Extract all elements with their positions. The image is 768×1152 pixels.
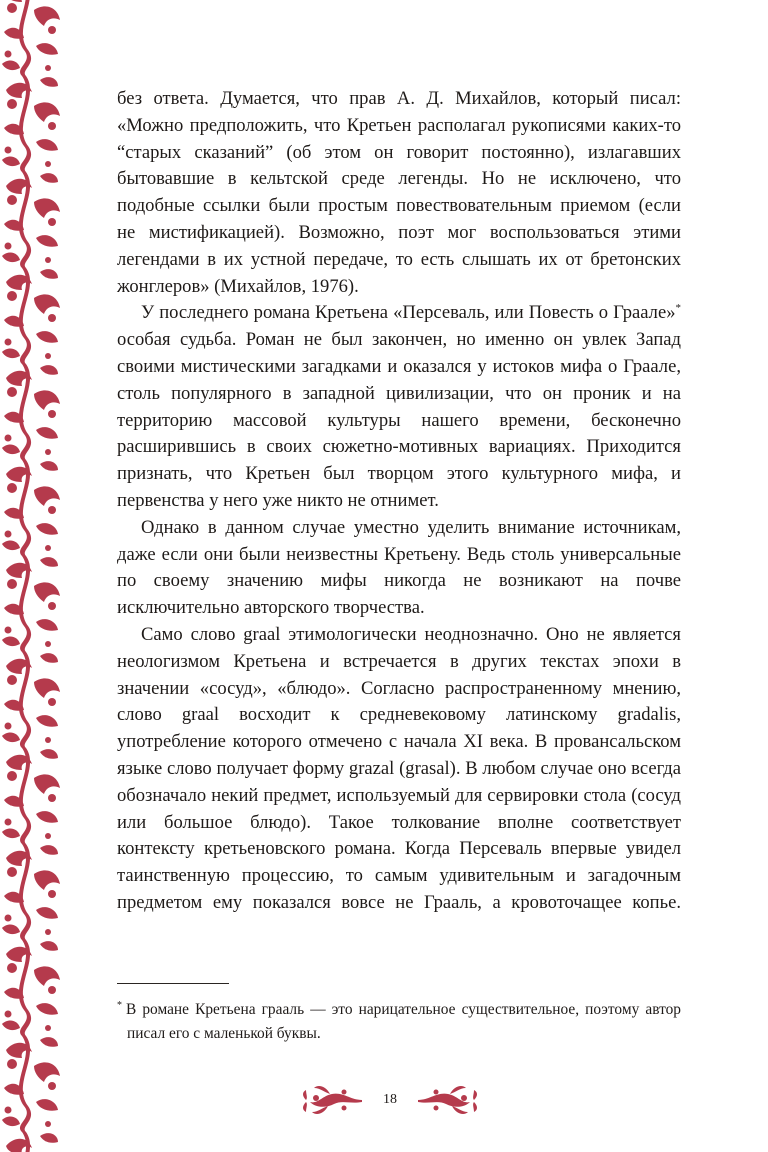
footnote: [117, 994, 681, 1045]
paragraph-3: Однако в данном случае уместно уделить внимание источникам, даже если они были неизвестны Кретьену. Ведь столь универсальные по своему значению мифы никогда не возникают на почве исключительно авторского творчества.: [117, 516, 681, 619]
border-motif: [40, 749, 58, 759]
paragraph-2: [117, 300, 681, 514]
border-motif: [36, 715, 58, 727]
border-motif: [40, 269, 58, 279]
border-motif: [2, 637, 20, 647]
border-motif: [5, 627, 12, 634]
border-motif: [36, 523, 58, 535]
border-motif: [45, 737, 51, 743]
border-motif: [48, 26, 56, 34]
border-motif: [2, 541, 20, 551]
border-motif: [34, 966, 60, 986]
border-motif: [36, 331, 58, 343]
border-motif: [7, 579, 17, 589]
border-motif: [2, 1117, 20, 1127]
border-motif: [7, 1059, 17, 1069]
border-motif: [48, 506, 56, 514]
paragraph-4: Само слово graal этимологически неоднозначно. Оно не является неологизмом Кретьена и встречается в других текстах эпохи в значении «сосуд», «блюдо». Согласно распространенному мнению, слово graal восходит к средневековому латинскому gradalis, употребление которого отмечено с начала XI века. В провансальском языке слово получает форму grazal (grasal). В любом случае оно всегда обозначало некий предмет, используемый для сервировки стола (сосуд или большое блюдо). Такое толкование вполне соответствует контексту кретьеновского романа. Когда Персеваль впервые увидел таинственную процессию, то самым удивительным и загадочным предметом ему показался вовсе не Грааль, а кровоточащее копье.: [117, 623, 681, 913]
footnote-divider: [117, 983, 229, 984]
border-motif: [5, 819, 12, 826]
border-motif: [45, 929, 51, 935]
border-motif: [2, 829, 20, 839]
border-motif: [45, 353, 51, 359]
border-motif: [48, 122, 56, 130]
border-motif: [40, 461, 58, 471]
floral-flourish-left-icon: [303, 1086, 362, 1114]
border-motif: [34, 486, 60, 506]
floral-flourish-right-icon: [418, 1086, 477, 1114]
border-motif: [45, 1121, 51, 1127]
border-motif: [48, 1082, 56, 1090]
border-motif: [36, 1099, 58, 1111]
border-motif: [7, 195, 17, 205]
border-motif: [7, 483, 17, 493]
border-motif: [7, 771, 17, 781]
border-motif: [5, 339, 12, 346]
border-motif: [7, 387, 17, 397]
border-motif: [36, 139, 58, 151]
border-motif: [5, 243, 12, 250]
border-motif: [45, 1025, 51, 1031]
border-motif: [40, 1037, 58, 1047]
border-motif: [36, 235, 58, 247]
border-motif: [40, 173, 58, 183]
border-motif: [45, 449, 51, 455]
border-motif: [5, 51, 12, 58]
floral-border-icon: [0, 0, 62, 1152]
border-motif: [45, 65, 51, 71]
border-motif: [34, 390, 60, 410]
footnote-reference-mark[interactable]: *: [675, 302, 681, 315]
body-text: [117, 86, 681, 917]
border-motif: [36, 43, 58, 55]
border-motif: [40, 941, 58, 951]
border-motif: [34, 870, 60, 890]
border-motif: [34, 198, 60, 218]
border-motif: [34, 294, 60, 314]
border-motif: [5, 147, 12, 154]
border-motif: [36, 907, 58, 919]
border-motif: [7, 867, 17, 877]
border-motif: [48, 314, 56, 322]
floral-border-ornament: [0, 0, 62, 1152]
border-motif: [7, 3, 17, 13]
paragraph-2-start: У последнего романа Кретьена «Персеваль, или Повесть о Граале»: [141, 302, 676, 324]
border-motif: [48, 698, 56, 706]
border-motif: [5, 723, 12, 730]
page-number: 18: [383, 1092, 397, 1107]
border-motif: [36, 811, 58, 823]
page-footer: [300, 1078, 480, 1122]
border-motif: [34, 6, 60, 26]
border-motif: [7, 99, 17, 109]
border-motif: [40, 77, 58, 87]
border-motif: [40, 557, 58, 567]
border-motif: [36, 619, 58, 631]
border-motif: [40, 365, 58, 375]
border-motif: [48, 410, 56, 418]
footnote-mark: *: [117, 1000, 122, 1011]
border-motif: [7, 675, 17, 685]
border-motif: [36, 427, 58, 439]
border-motif: [5, 915, 12, 922]
border-motif: [45, 545, 51, 551]
border-motif: [5, 435, 12, 442]
border-motif: [45, 833, 51, 839]
border-motif: [34, 102, 60, 122]
border-motif: [5, 1107, 12, 1114]
footnote-text: В романе Кретьена грааль — это нарицательное существительное, поэтому автор писал его с маленькой буквы.: [126, 1001, 681, 1042]
border-motif: [2, 253, 20, 263]
border-motif: [48, 986, 56, 994]
border-motif: [48, 602, 56, 610]
border-motif: [2, 157, 20, 167]
border-motif: [48, 794, 56, 802]
border-motif: [34, 774, 60, 794]
border-motif: [2, 733, 20, 743]
border-motif: [40, 845, 58, 855]
border-motif: [2, 349, 20, 359]
border-motif: [45, 257, 51, 263]
paragraph-1: без ответа. Думается, что прав А. Д. Михайлов, который писал: «Можно предположить, что Кретьен располагал рукописями каких-то “старых сказаний” (об этом он говорит постоянно), излагавших бытовавшие в кельтской среде легенды. Но не исключено, что подобные ссылки были простым повествовательным приемом (если не мистификацией). Возможно, поэт мог воспользоваться этими легендами в их устной передаче, то есть слышать их от бретонских жонглеров» (Михайлов, 1976).: [117, 88, 681, 297]
border-motif: [48, 218, 56, 226]
border-motif: [45, 641, 51, 647]
border-motif: [45, 161, 51, 167]
border-motif: [2, 445, 20, 455]
border-motif: [48, 890, 56, 898]
border-motif: [5, 531, 12, 538]
border-motif: [34, 678, 60, 698]
border-motif: [5, 1011, 12, 1018]
border-motif: [34, 1062, 60, 1082]
border-motif: [7, 963, 17, 973]
border-motif: [2, 61, 20, 71]
border-motif: [34, 582, 60, 602]
border-motif: [40, 653, 58, 663]
paragraph-2-end: особая судьба. Роман не был закончен, но именно он увлек Запад своими мистическими загадками и оказался у истоков мифа о Граале, столь популярного в западной цивилизации, что он проник и на территорию массовой культуры нашего времени, бесконечно расширившись в своих сюжетно-мотивных вариациях. Приходится признать, что Кретьен был творцом этого культурного мифа, и первенства у него уже никто не отнимет.: [117, 329, 681, 511]
border-motif: [40, 1133, 58, 1143]
border-motif: [2, 1021, 20, 1031]
border-motif: [7, 291, 17, 301]
border-motif: [36, 1003, 58, 1015]
border-motif: [2, 925, 20, 935]
